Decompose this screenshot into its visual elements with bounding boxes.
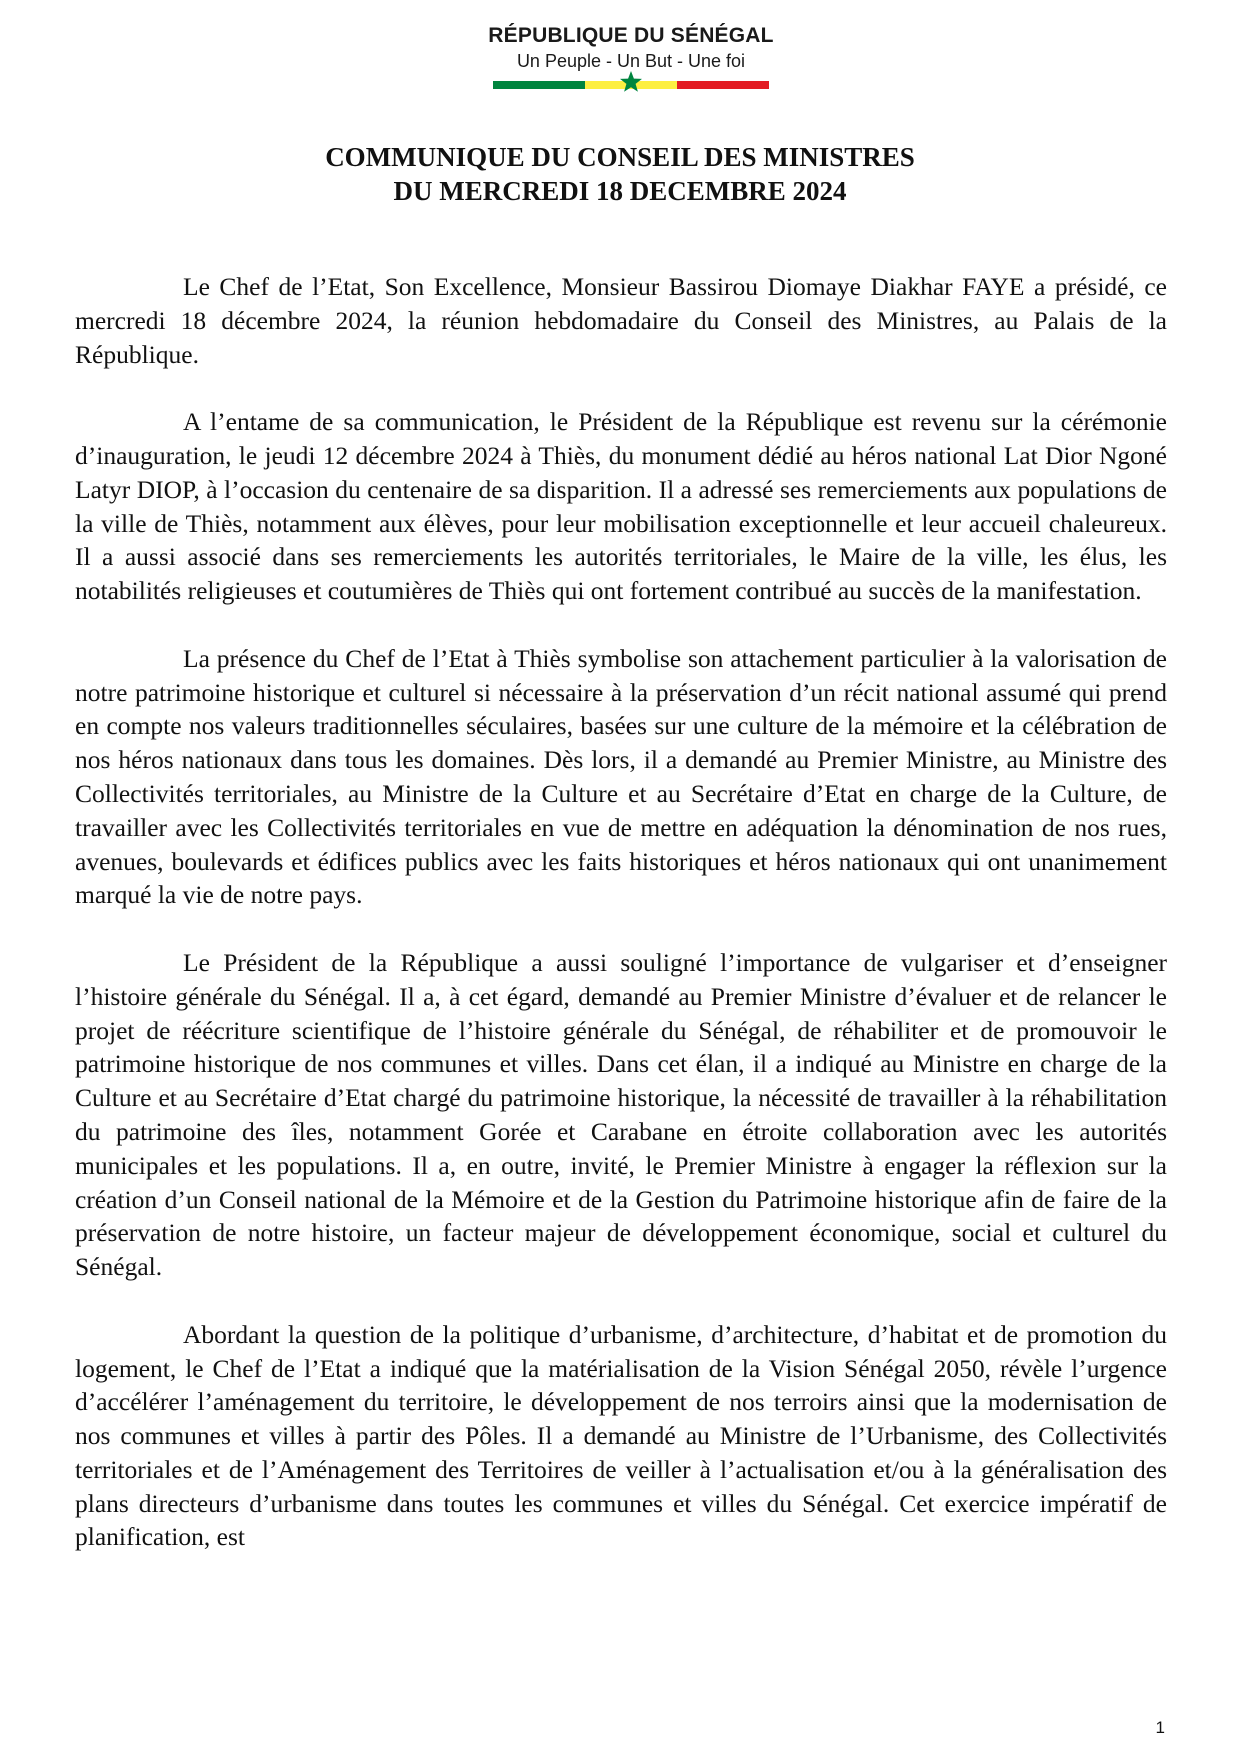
paragraph: Le Président de la République a aussi souligné l’importance de vulgariser et d’enseigner l’histoire générale du Sénégal. Il a, à cet égard, demandé au Premier Ministre d’évaluer et de relancer le projet de réécriture scientifique de l’histoire générale du Sénégal, de réhabiliter et de promouvoir le patrimoine historique de nos communes et villes. Dans cet élan, il a indiqué au Ministre en charge de la Culture et au Secrétaire d’Etat chargé du patrimoine historique, la nécessité de travailler à la réhabilitation du patrimoine des îles, notamment Gorée et Carabane en étroite collaboration avec les autorités municipales et les populations. Il a, en outre, invité, le Premier Ministre à engager la réflexion sur la création d’un Conseil national de la Mémoire et de la Gestion du Patrimoine historique afin de faire de la préservation de notre histoire, un facteur majeur de développement économique, social et culturel du Sénégal. xyxy=(75,947,1167,1282)
paragraph: A l’entame de sa communication, le Président de la République est revenu sur la cérémonie d’inauguration, le jeudi 12 décembre 2024 à Thiès, du monument dédié au héros national Lat Dior Ngoné Latyr DIOP, à l’occasion du centenaire de sa disparition. Il a adressé ses remerciements aux populations de la ville de Thiès, notamment aux élèves, pour leur mobilisation exceptionnelle et leur accueil chaleureux. Il a aussi associé dans ses remerciements les autorités territoriales, le Maire de la ville, les élus, les notabilités religieuses et coutumières de Thiès qui ont fortement contribué au succès de la manifestation. xyxy=(75,407,1167,606)
document-body xyxy=(75,270,1167,1588)
national-motto: Un Peuple - Un But - Une foi xyxy=(516,51,746,71)
star-icon xyxy=(619,70,643,98)
paragraph: Le Chef de l’Etat, Son Excellence, Monsieur Bassirou Diomaye Diakhar FAYE a présidé, ce mercredi 18 décembre 2024, la réunion hebdomadaire du Conseil des Ministres, au Palais de la République. xyxy=(75,272,1167,369)
document-title xyxy=(0,140,1240,208)
paragraph: La présence du Chef de l’Etat à Thiès symbolise son attachement particulier à la valorisation de notre patrimoine historique et culturel si nécessaire à la préservation d’un récit national assumé qui prend en compte nos valeurs traditionnelles séculaires, basées sur une culture de la mémoire et la célébration de nos héros nationaux dans tous les domaines. Dès lors, il a demandé au Premier Ministre, au Ministre des Collectivités territoriales, au Ministre de la Culture et au Secrétaire d’Etat en charge de la Culture, de travailler avec les Collectivités territoriales en vue de mettre en adéquation la dénomination de nos rues, avenues, boulevards et édifices publics avec les faits historiques et héros nationaux qui ont unanimement marqué la vie de notre pays. xyxy=(75,643,1167,910)
title-line-1: COMMUNIQUE DU CONSEIL DES MINISTRES xyxy=(325,142,915,172)
letterhead xyxy=(0,24,1240,89)
page-number: 1 xyxy=(1155,1718,1165,1737)
flag-stripe-green xyxy=(493,81,585,89)
country-name: RÉPUBLIQUE DU SÉNÉGAL xyxy=(488,24,774,47)
flag-bar xyxy=(493,81,769,89)
paragraph: Abordant la question de la politique d’urbanisme, d’architecture, d’habitat et de promotion du logement, le Chef de l’Etat a indiqué que la matérialisation de la Vision Sénégal 2050, révèle l’urgence d’accélérer l’aménagement du territoire, le développement de nos terroirs ainsi que la modernisation de nos communes et villes à partir des Pôles. Il a demandé au Ministre de l’Urbanisme, des Collectivités territoriales et de l’Aménagement des Territoires de veiller à l’actualisation et/ou à la généralisation des plans directeurs d’urbanisme dans toutes les communes et villes du Sénégal. Cet exercice impératif de planification, est xyxy=(75,1319,1167,1552)
flag-stripe-red xyxy=(677,81,769,89)
title-line-2: DU MERCREDI 18 DECEMBRE 2024 xyxy=(393,176,847,206)
